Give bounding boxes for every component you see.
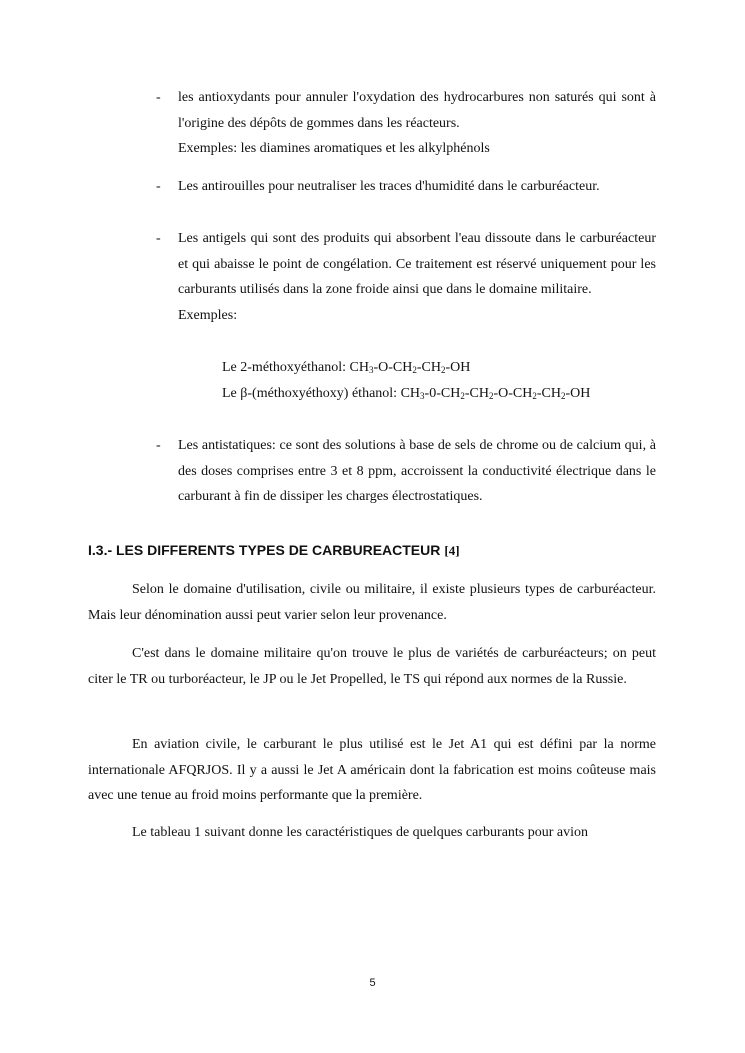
paragraph-2: C'est dans le domaine militaire qu'on trouve le plus de variétés de carburéacteurs; on peut citer le TR ou turboréacteur, le JP ou le Jet Propelled, le TS qui répond aux normes de la Russie.: [88, 646, 656, 687]
section-title: I.3.- LES DIFFERENTS TYPES DE CARBUREACTEUR: [88, 542, 441, 558]
bullet-antirouilles-text: Les antirouilles pour neutraliser les traces d'humidité dans le carburéacteur.: [178, 179, 600, 194]
bullet-antistatiques-text: Les antistatiques: ce sont des solutions à base de sels de chrome ou de calcium qui, à des doses comprises entre 3 et 8 ppm, accroissent la conductivité électrique dans le carburant à fin de dissiper les charges électrostatiques.: [178, 438, 656, 504]
bullet-antigels-examples-label: Exemples:: [178, 307, 238, 323]
bullet-dash: -: [156, 231, 161, 246]
paragraph-4: Le tableau 1 suivant donne les caractéristiques de quelques carburants pour avion: [132, 825, 589, 840]
bullet-antistatiques: [178, 433, 656, 510]
bullet-dash: -: [156, 179, 161, 194]
bullet-antigels-text: Les antigels qui sont des produits qui absorbent l'eau dissoute dans le carburéacteur et qui abaisse le point de congélation. Ce traitement est réservé uniquement pour les carburants utilisés dans la zone froide ainsi que dans le domaine militaire.: [178, 231, 656, 297]
page-number: 5: [369, 977, 376, 989]
paragraph-3: En aviation civile, le carburant le plus utilisé est le Jet A1 qui est défini par la norme internationale AFQRJOS. Il y a aussi le Jet A américain dont la fabrication est moins coûteuse mais avec une tenue au froid moins performante que la première.: [88, 737, 656, 803]
bullet-antioxydants-text: les antioxydants pour annuler l'oxydation des hydrocarbures non saturés qui sont à l'origine des dépôts de gommes dans les réacteurs.: [178, 90, 656, 131]
bullet-antioxydants-example: Exemples: les diamines aromatiques et les alkylphénols: [178, 141, 490, 156]
bullet-antioxydants: [178, 85, 656, 162]
bullet-dash: -: [156, 90, 161, 105]
section-heading: [88, 542, 460, 559]
bullet-antirouilles: [178, 174, 656, 200]
bullet-antigels: [178, 226, 656, 328]
formula-methoxyethoxy-ethanol: Le β-(méthoxyéthoxy) éthanol: $CH_3-0-CH_2-CH_2-O-CH_2-CH_2-OH$: [222, 386, 591, 401]
section-reference: [4]: [444, 543, 460, 558]
bullet-dash: -: [156, 438, 161, 453]
formula-methoxyethanol: Le 2-méthoxyéthanol: $CH_3-O-CH_2-CH_2-OH$: [222, 360, 471, 375]
paragraph-1: Selon le domaine d'utilisation, civile ou militaire, il existe plusieurs types de carburéacteur. Mais leur dénomination aussi peut varier selon leur provenance.: [88, 582, 656, 623]
